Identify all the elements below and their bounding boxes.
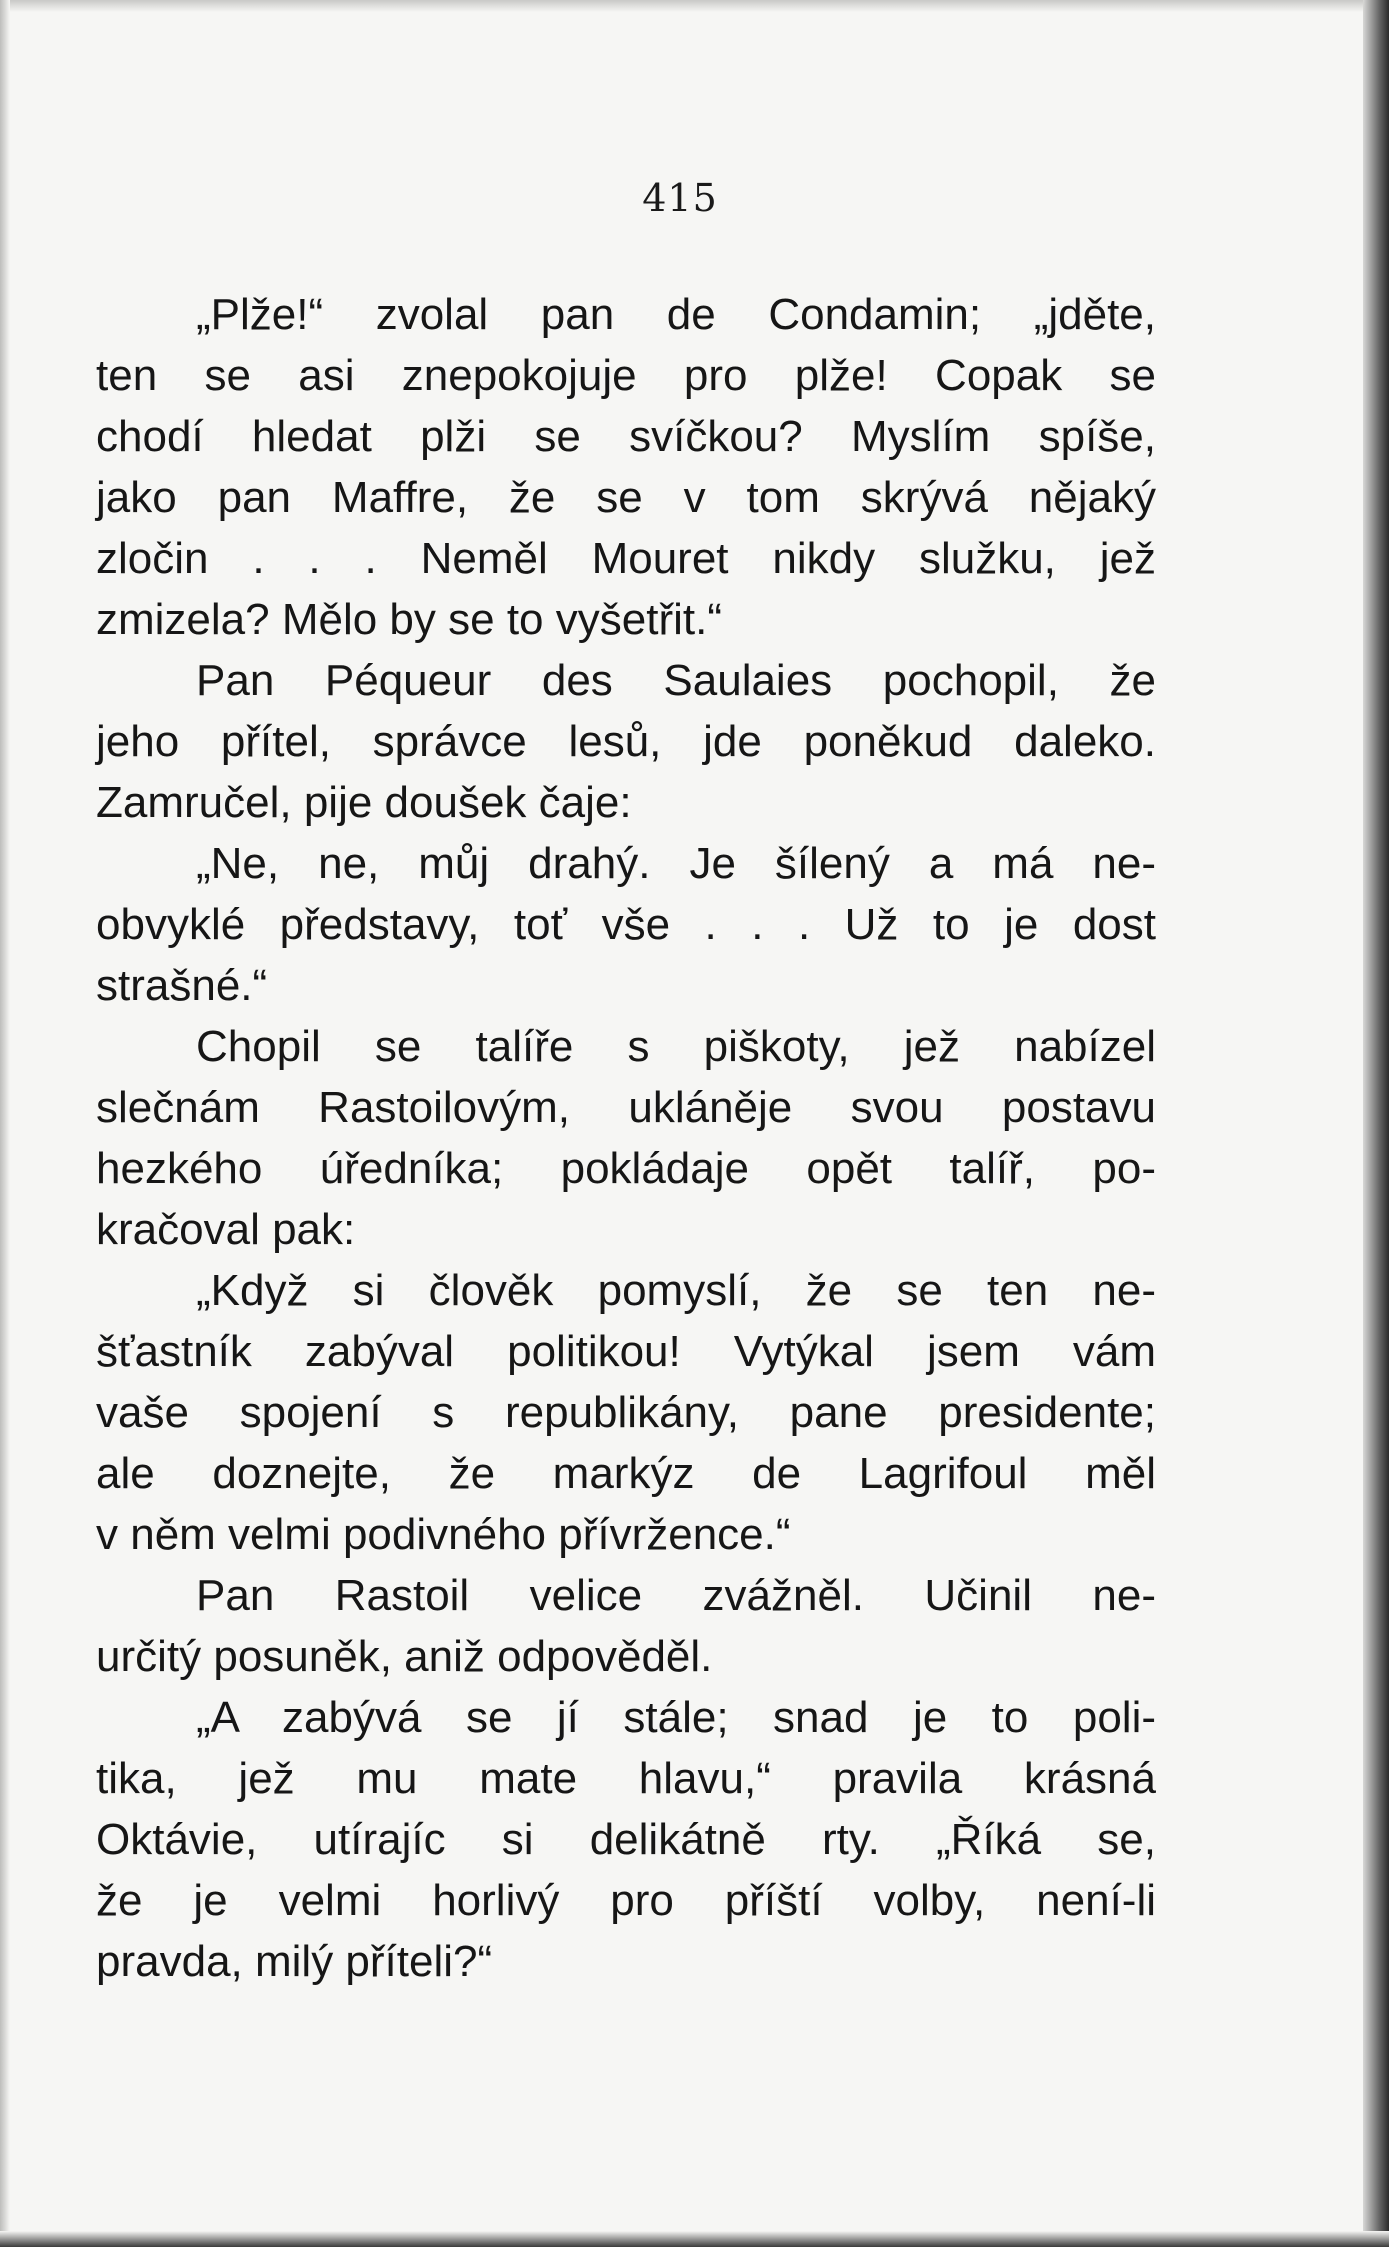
text-line: Chopil se talíře s piškoty, jež nabízel bbox=[196, 1022, 1156, 1071]
text-line: ten se asi znepokojuje pro plže! Copak se bbox=[96, 351, 1156, 400]
text-line: „Když si člověk pomyslí, že se ten ne- bbox=[196, 1266, 1156, 1315]
text-line: určitý posuněk, aniž odpověděl. bbox=[96, 1632, 713, 1681]
text-line: „A zabývá se jí stále; snad je to poli- bbox=[196, 1693, 1156, 1742]
page-edge-left bbox=[0, 0, 10, 2247]
page-edge-bottom bbox=[0, 2231, 1389, 2247]
text-line: „Plže!“ zvolal pan de Condamin; „jděte, bbox=[196, 290, 1156, 339]
text-line: obvyklé představy, toť vše . . . Už to je dost bbox=[96, 900, 1156, 949]
text-line: kračoval pak: bbox=[96, 1205, 356, 1254]
text-line: vaše spojení s republikány, pane presidente; bbox=[96, 1388, 1156, 1437]
text-line: chodí hledat plži se svíčkou? Myslím spíše, bbox=[96, 412, 1156, 461]
text-line: hezkého úředníka; pokládaje opět talíř, po- bbox=[96, 1144, 1156, 1193]
page-edge-right bbox=[1363, 0, 1389, 2247]
text-line: Zamručel, pije doušek čaje: bbox=[96, 778, 632, 827]
text-line: Oktávie, utírajíc si delikátně rty. „Říká se, bbox=[96, 1815, 1156, 1864]
text-line: slečnám Rastoilovým, ukláněje svou postavu bbox=[96, 1083, 1156, 1132]
text-line: jako pan Maffre, že se v tom skrývá nějaký bbox=[96, 473, 1156, 522]
text-line: Pan Rastoil velice zvážněl. Učinil ne- bbox=[196, 1571, 1156, 1620]
text-line: šťastník zabýval politikou! Vytýkal jsem vám bbox=[96, 1327, 1156, 1376]
text-line: Pan Péqueur des Saulaies pochopil, že bbox=[196, 656, 1156, 705]
text-line: jeho přítel, správce lesů, jde poněkud daleko. bbox=[96, 717, 1156, 766]
body-text bbox=[96, 284, 1156, 1992]
text-line: pravda, milý příteli?“ bbox=[96, 1937, 493, 1986]
text-line: strašné.“ bbox=[96, 961, 268, 1010]
text-line: zločin . . . Neměl Mouret nikdy služku, jež bbox=[96, 534, 1156, 583]
page-number: 415 bbox=[642, 176, 718, 220]
text-line: „Ne, ne, můj drahý. Je šílený a má ne- bbox=[196, 839, 1156, 888]
text-line: tika, jež mu mate hlavu,“ pravila krásná bbox=[96, 1754, 1156, 1803]
page-edge-top bbox=[0, 0, 1389, 12]
text-line: v něm velmi podivného přívržence.“ bbox=[96, 1510, 791, 1559]
text-line: že je velmi horlivý pro příští volby, není-li bbox=[96, 1876, 1156, 1925]
text-line: ale doznejte, že markýz de Lagrifoul měl bbox=[96, 1449, 1156, 1498]
text-line: zmizela? Mělo by se to vyšetřit.“ bbox=[96, 595, 722, 644]
